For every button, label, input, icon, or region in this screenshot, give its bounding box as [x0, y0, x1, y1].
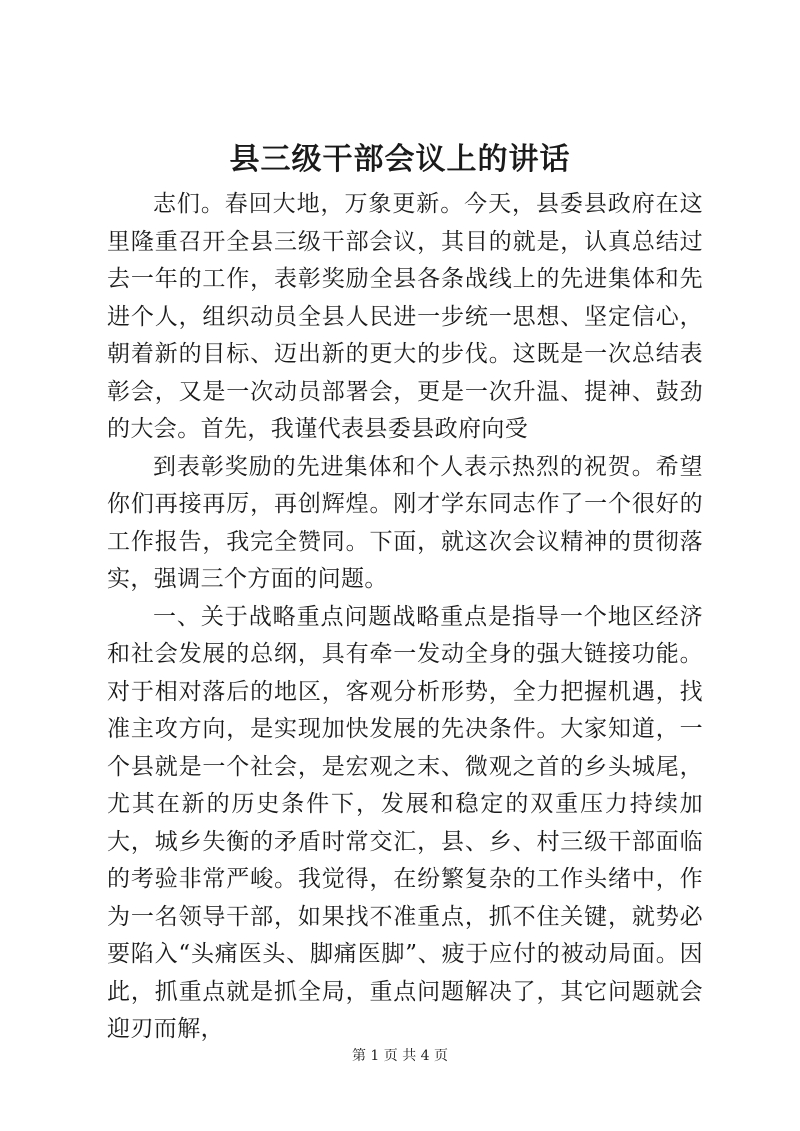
paragraph-2: 到表彰奖励的先进集体和个人表示热烈的祝贺。希望你们再接再厉，再创辉煌。刚才学东同志作了一个很好的工作报告，我完全赞同。下面，就这次会议精神的贯彻落实，强调三个方面的问题。 [107, 453, 703, 592]
paragraph-3: 一、关于战略重点问题战略重点是指导一个地区经济和社会发展的总纲，具有牵一发动全身的强大链接功能。对于相对落后的地区，客观分析形势，全力把握机遇，找准主攻方向，是实现加快发展的先决条件。大家知道，一个县就是一个社会，是宏观之末、微观之首的乡头城尾，尤其在新的历史条件下，发展和稳定的双重压力持续加大，城乡失衡的矛盾时常交汇，县、乡、村三级干部面临的考验非常严峻。我觉得，在纷繁复杂的工作头绪中，作为一名领导干部，如果找不准重点，抓不住关键，就势必要陷入“头痛医头、脚痛医脚”、疲于应付的被动局面。因此，抓重点就是抓全局，重点问题解决了，其它问题就会迎刃而解， [107, 603, 703, 1042]
document-title: 县三级干部会议上的讲话 [229, 142, 571, 177]
paragraph-1: 志们。春回大地，万象更新。今天，县委县政府在这里隆重召开全县三级干部会议，其目的就是，认真总结过去一年的工作，表彰奖励全县各条战线上的先进集体和先进个人，组织动员全县人民进一步统一思想、坚定信心，朝着新的目标、迈出新的更大的步伐。这既是一次总结表彰会，又是一次动员部署会，更是一次升温、提神、鼓劲的大会。首先，我谨代表县委县政府向受 [107, 191, 703, 442]
page-footer [0, 1046, 800, 1066]
document-body [107, 186, 703, 1049]
page-number-label: 第 1 页 共 4 页 [351, 1048, 449, 1064]
